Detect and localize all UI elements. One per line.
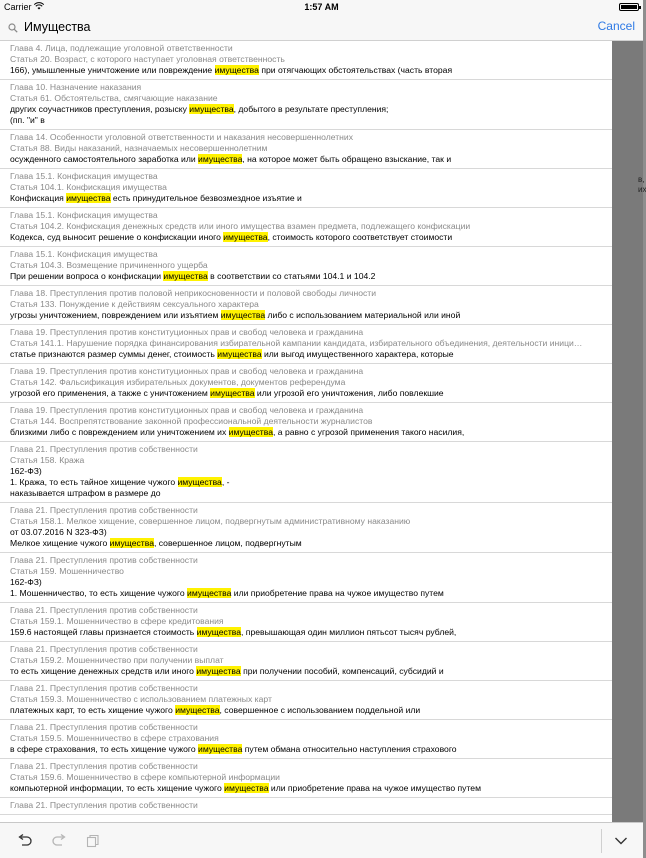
search-match-highlight: имущества [214,65,259,75]
result-item[interactable] [0,681,612,720]
result-item[interactable] [0,759,612,798]
snippet-text: , превышающая один миллион пятьсот тысяч рублей, [241,627,457,637]
result-snippet [10,65,602,76]
result-snippet [10,666,602,677]
snippet-text: или выгод имущественного характера, которые [261,349,454,359]
snippet-text: или приобретение права на чужое имущество путем [231,588,444,598]
result-item[interactable] [0,80,612,130]
search-match-highlight: имущества [228,427,273,437]
search-match-highlight: имущества [109,538,154,548]
result-article: Статья 104.3. Возмещение причиненного ущерба [10,260,208,270]
search-match-highlight: имущества [210,388,255,398]
snippet-text: Конфискация [10,193,67,203]
result-chapter: Глава 15.1. Конфискация имущества [10,171,158,181]
result-article: Статья 133. Понуждение к действиям сексуального характера [10,299,259,309]
result-snippet [10,744,602,755]
copy-icon[interactable] [82,831,104,851]
result-article: Статья 159.5. Мошенничество в сфере страхования [10,733,219,743]
result-snippet [10,527,602,538]
result-item[interactable] [0,720,612,759]
result-article: Статья 144. Воспрепятствование законной профессиональной деятельности журналистов [10,416,373,426]
result-snippet [10,466,602,477]
result-chapter: Глава 21. Преступления против собственности [10,761,198,771]
snippet-text: то есть хищение денежных средств или иного [10,666,197,676]
snippet-text: близкими либо с повреждением или уничтожением их [10,427,229,437]
snippet-text: , совершенное лицом, подвергнутым [154,538,302,548]
result-snippet [10,193,602,204]
snippet-text: , совершенное с использованием поддельной или [219,705,421,715]
result-article: Статья 159.6. Мошенничество в сфере компьютерной информации [10,772,280,782]
bottom-toolbar [0,822,643,858]
result-snippet [10,577,602,588]
snippet-text: 166), умышленные уничтожение или повреждение [10,65,215,75]
search-match-highlight: имущества [220,310,266,320]
result-item[interactable] [0,503,612,553]
cancel-button[interactable]: Cancel [597,19,635,33]
result-snippet [10,588,602,599]
result-chapter: Глава 21. Преступления против собственности [10,505,198,515]
result-chapter: Глава 18. Преступления против половой неприкосновенности и половой свободы личности [10,288,377,298]
snippet-text: , добытого в результате преступления; [233,104,389,114]
snippet-text: при отягчающих обстоятельствах (часть вторая [258,65,453,75]
snippet-text: 1. Мошенничество, то есть хищение чужого [10,588,188,598]
result-article: Статья 20. Возраст, с которого наступает уголовная ответственность [10,54,285,64]
snippet-text: При решении вопроса о конфискации [10,271,164,281]
search-match-highlight: имущества [196,627,242,637]
snippet-text: либо с использованием материальной или иной [265,310,461,320]
background-text: их [638,185,646,194]
result-chapter: Глава 21. Преступления против собственности [10,555,198,565]
snippet-text: в сфере страхования, то есть хищение чужого [10,744,199,754]
result-item[interactable] [0,247,612,286]
result-snippet [10,115,602,126]
result-chapter: Глава 21. Преступления против собственности [10,444,198,454]
result-chapter: Глава 21. Преступления против собственности [10,605,198,615]
result-chapter: Глава 19. Преступления против конституционных прав и свобод человека и гражданина [10,405,364,415]
snippet-text: осужденного самостоятельного заработка или [10,154,199,164]
snippet-text: , а равно с угрозой применения такого насилия, [273,427,465,437]
result-item[interactable] [0,603,612,642]
snippet-text: платежных карт, то есть хищение чужого [10,705,176,715]
snippet-text: , стоимость которого соответствует стоимости [267,232,453,242]
result-chapter: Глава 10. Назначение наказания [10,82,142,92]
search-match-highlight: имущества [224,783,269,793]
snippet-text: или угрозой его уничтожения, либо повлекшие [254,388,444,398]
snippet-text: компьютерной информации, то есть хищение чужого [10,783,225,793]
result-item[interactable] [0,325,612,364]
result-item[interactable] [0,130,612,169]
search-match-highlight: имущества [198,744,243,754]
snippet-text: , на которое может быть обращено взыскание, так и [242,154,452,164]
result-article: Статья 104.1. Конфискация имущества [10,182,167,192]
result-chapter: Глава 21. Преступления против собственности [10,800,198,810]
result-snippet [10,783,602,794]
result-chapter: Глава 4. Лица, подлежащие уголовной ответственности [10,43,233,53]
search-input[interactable] [24,17,564,37]
result-article: Статья 159. Мошенничество [10,566,124,576]
search-match-highlight: имущества [196,666,241,676]
snippet-text: угрозы уничтожением, повреждением или изъятием [10,310,221,320]
toolbar-divider [601,829,602,853]
result-item[interactable] [0,442,612,503]
snippet-text: наказывается штрафом в размере до [10,488,161,498]
result-snippet [10,349,602,360]
result-item[interactable] [0,403,612,442]
snippet-text: 162-ФЗ) [10,577,42,587]
search-bar [0,14,643,41]
result-chapter: Глава 15.1. Конфискация имущества [10,210,158,220]
result-item[interactable] [0,364,612,403]
snippet-text: есть принудительное безвозмездное изъятие и [110,193,302,203]
result-chapter: Глава 21. Преступления против собственности [10,644,198,654]
search-match-highlight: имущества [217,349,262,359]
result-item[interactable] [0,798,612,815]
result-chapter: Глава 14. Особенности уголовной ответственности и наказания несовершеннолетних [10,132,354,142]
snippet-text: , - [221,477,230,487]
result-snippet [10,104,602,115]
result-snippet [10,705,602,716]
snippet-text: или приобретение права на чужое имущество путем [268,783,481,793]
result-chapter: Глава 19. Преступления против конституционных прав и свобод человека и гражданина [10,366,364,376]
result-item[interactable] [0,208,612,247]
search-match-highlight: имущества [66,193,111,203]
result-snippet [10,232,602,243]
result-snippet [10,427,602,438]
search-match-highlight: имущества [189,104,234,114]
result-snippet [10,154,602,165]
status-bar [0,0,643,14]
search-icon [8,20,18,30]
redo-icon[interactable] [48,831,70,851]
result-item[interactable] [0,169,612,208]
snippet-text: 1. Кража, то есть тайное хищение чужого [10,477,178,487]
snippet-text: других соучастников преступления, розыску [10,104,190,114]
chevron-down-icon[interactable] [610,831,632,851]
result-snippet [10,538,602,549]
search-match-highlight: имущества [187,588,232,598]
snippet-text: угрозой его применения, а также с уничтожением [10,388,211,398]
result-item[interactable] [0,642,612,681]
background-text: в, [638,175,645,184]
snippet-text: (пп. "и" в [10,115,45,125]
undo-icon[interactable] [14,831,36,851]
background-document-panel [612,41,646,822]
snippet-text: статье признаются размер суммы денег, стоимость [10,349,218,359]
result-chapter: Глава 19. Преступления против конституционных прав и свобод человека и гражданина [10,327,364,337]
result-chapter: Глава 15.1. Конфискация имущества [10,249,158,259]
result-item[interactable] [0,286,612,325]
result-article: Статья 88. Виды наказаний, назначаемых несовершеннолетним [10,143,268,153]
battery-icon [619,3,639,11]
result-snippet [10,488,602,499]
search-match-highlight: имущества [163,271,208,281]
result-chapter: Глава 21. Преступления против собственности [10,722,198,732]
snippet-text: путем обмана относительно наступления страхового [242,744,457,754]
carrier-label: Carrier [4,2,32,12]
snippet-text: 162-ФЗ) [10,466,42,476]
snippet-text: Мелкое хищение чужого [10,538,110,548]
snippet-text: в соответствии со статьями 104.1 и 104.2 [207,271,376,281]
snippet-text: от 03.07.2016 N 323-ФЗ) [10,527,107,537]
snippet-text: при получении пособий, компенсаций, субсидий и [240,666,444,676]
result-article: Статья 141.1. Нарушение порядка финансирования избирательной кампании кандидата, избирательного объединения, деятельности иници… [10,338,583,348]
result-item[interactable] [0,553,612,603]
search-match-highlight: имущества [175,705,220,715]
result-article: Статья 142. Фальсификация избирательных документов, документов референдума [10,377,346,387]
snippet-text: 159.6 настоящей главы признается стоимость [10,627,197,637]
result-snippet [10,627,602,638]
result-article: Статья 158.1. Мелкое хищение, совершенное лицом, подвергнутым административному наказанию [10,516,411,526]
result-article: Статья 159.1. Мошенничество в сфере кредитования [10,616,224,626]
result-snippet [10,310,602,321]
search-match-highlight: имущества [198,154,243,164]
result-snippet [10,477,602,488]
result-article: Статья 159.2. Мошенничество при получении выплат [10,655,224,665]
search-results-list[interactable] [0,41,612,822]
clock: 1:57 AM [304,2,339,12]
result-chapter: Глава 21. Преступления против собственности [10,683,198,693]
result-article: Статья 104.2. Конфискация денежных средств или иного имущества взамен предмета, подлежащего конфискации [10,221,471,231]
result-item[interactable] [0,41,612,80]
search-match-highlight: имущества [177,477,222,487]
result-article: Статья 158. Кража [10,455,85,465]
result-article: Статья 159.3. Мошенничество с использованием платежных карт [10,694,272,704]
search-match-highlight: имущества [223,232,268,242]
snippet-text: Кодекса, суд выносит решение о конфискации иного [10,232,224,242]
result-snippet [10,271,602,282]
result-article: Статья 61. Обстоятельства, смягчающие наказание [10,93,218,103]
result-snippet [10,388,602,399]
